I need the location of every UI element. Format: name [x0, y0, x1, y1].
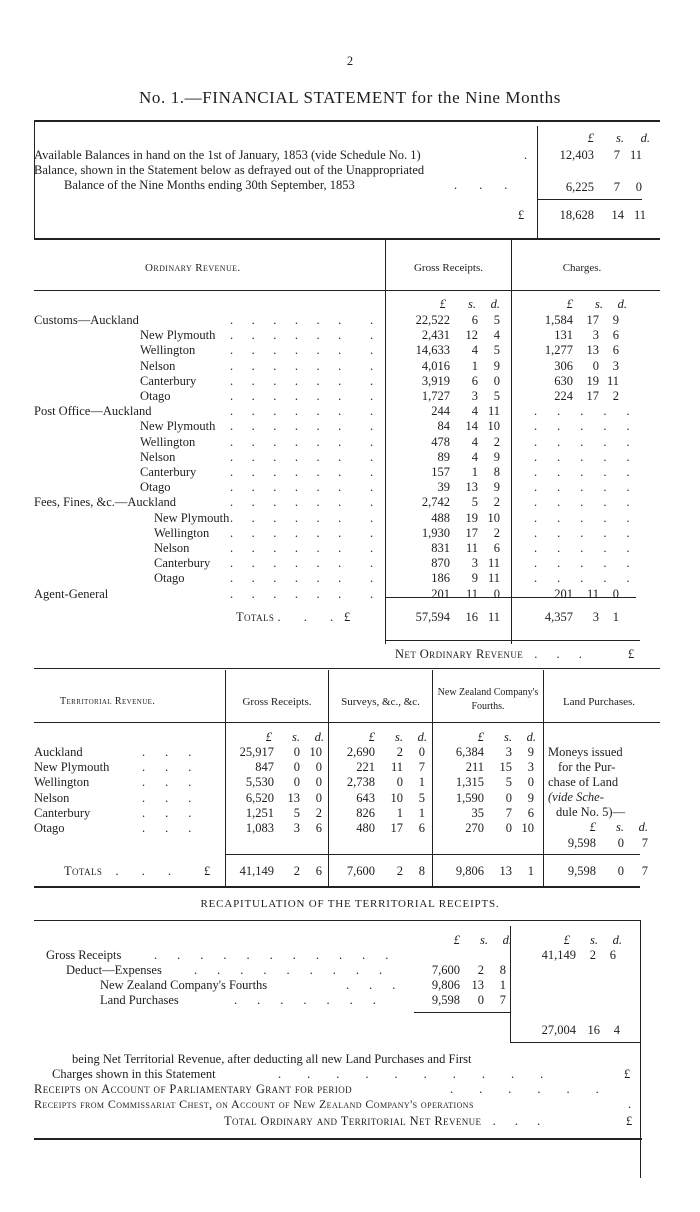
recap-subtotal-rule: [414, 1012, 510, 1013]
territorial-row-label: Nelson: [34, 790, 70, 805]
territorial-row-dots: ...: [142, 760, 212, 775]
terr-gross-value: 6,520 13 0: [245, 790, 322, 805]
ordinary-row-label: Canterbury: [140, 465, 197, 479]
gross-receipt-value: 478 4 2: [431, 434, 500, 449]
section-rule-3: [34, 886, 640, 888]
territorial-row-dots: ...: [142, 805, 212, 820]
recap-land-label: Land Purchases: [100, 993, 179, 1007]
terr-nzc-value: 6,384 3 9: [455, 745, 534, 759]
ordinary-row-label: Nelson: [140, 449, 176, 464]
ordinary-row-dot: .: [370, 571, 374, 586]
footer-line-5: Total Ordinary and Territorial Net Revenue . . .: [224, 1114, 549, 1128]
gross-receipt-value: 157 1 8: [431, 465, 500, 479]
territorial-row-label: Wellington: [34, 775, 90, 790]
recap-nzc-label: New Zealand Company's Fourths: [100, 978, 268, 992]
left-border-top: [34, 120, 35, 238]
gross-receipt-value: 4,016 1 9: [421, 358, 500, 373]
ordinary-row-dot: .: [370, 449, 374, 464]
ordinary-row-label: Agent-General: [34, 586, 109, 601]
ordinary-row-label: Fees, Fines, &c.—Auckland: [34, 495, 176, 510]
charge-value: 131 3 6: [554, 328, 619, 343]
territorial-row-label: Auckland: [34, 745, 83, 759]
charges-total: 4,357 3 1: [544, 610, 619, 624]
ordinary-row-dot: .: [370, 586, 374, 601]
section-rule-2: [34, 668, 660, 669]
footer-line-4: Receipts from Commissariat Chest, on Account of New Zealand Company's operations: [34, 1097, 474, 1111]
ordinary-revenue-header: Ordinary Revenue.: [145, 262, 241, 274]
gross-receipt-value: 831 11 6: [431, 541, 500, 555]
recap-divider-2: [510, 1016, 511, 1042]
surveys-header: Surveys, &c., &c.: [341, 696, 420, 708]
ordinary-row-dot: .: [370, 419, 374, 434]
charge-empty-dots: .....: [534, 404, 650, 419]
net-ordinary-symbol: £: [628, 647, 635, 661]
terr-totals-row: Totals . . .: [64, 864, 182, 878]
recap-deduct-label: Deduct—Expenses: [66, 963, 162, 977]
territorial-row-dots: ...: [142, 775, 212, 790]
charge-empty-dots: .....: [534, 480, 650, 495]
recap-land-value: 9,598 0 7: [431, 993, 506, 1007]
recap-currency-2: £ s. d.: [563, 933, 622, 947]
ordinary-row-label: Wellington: [140, 343, 196, 358]
charge-value: 201 11 0: [554, 586, 619, 601]
top-rule: [34, 120, 660, 122]
gross-receipt-value: 1,727 3 5: [421, 389, 500, 403]
charge-empty-dots: .....: [534, 510, 650, 525]
gross-receipt-value: 2,431 12 4: [421, 328, 500, 343]
footer-line-1: being Net Territorial Revenue, after deducting all new Land Purchases and First: [72, 1052, 472, 1066]
ordinary-row-dots: ......: [230, 480, 360, 495]
terr-gross-value: 1,083 3 6: [245, 821, 322, 835]
charge-empty-dots: .....: [534, 571, 650, 586]
ordinary-row-dots: ......: [230, 358, 360, 373]
dot-leader: ...: [454, 178, 530, 192]
ordinary-row-dot: .: [370, 495, 374, 510]
recap-divider: [510, 926, 511, 1016]
ordinary-row-dots: ......: [230, 541, 360, 555]
charge-empty-dots: .....: [534, 419, 650, 434]
ordinary-row-label: Nelson: [140, 358, 176, 373]
ordinary-row-dot: .: [370, 525, 374, 540]
recap-currency-1: £ s. d.: [453, 933, 512, 947]
gross-receipt-value: 870 3 11: [431, 556, 500, 571]
terr-surveys-value: 2,738 0 1: [346, 775, 425, 790]
recap-land-dots: .......: [234, 993, 396, 1007]
ordinary-row-dots: ......: [230, 404, 360, 419]
gross-total: 57,594 16 11: [415, 610, 500, 624]
page-number: 2: [346, 54, 354, 68]
territorial-header-rule: [34, 722, 660, 723]
territorial-row-label: Otago: [34, 821, 65, 835]
ordinary-row-dot: .: [370, 510, 374, 525]
terr-surveys-value: 2,690 2 0: [346, 745, 425, 759]
terr-surveys-total: 7,600 2 8: [346, 864, 425, 878]
nz-company-header: New Zealand Company's Fourths.: [437, 687, 539, 712]
gross-receipt-value: 186 9 11: [431, 571, 500, 586]
ordinary-row-label: Wellington: [154, 525, 210, 540]
recap-gross-label: Gross Receipts: [46, 948, 122, 962]
charge-empty-dots: .....: [534, 556, 650, 571]
terr-totals-rule: [226, 854, 640, 855]
gross-receipt-value: 84 14 10: [437, 419, 500, 434]
gross-currency-header: £ s. d.: [439, 297, 500, 311]
ordinary-row-dot: .: [370, 556, 374, 571]
footer-line-3-dots: ......: [450, 1082, 625, 1096]
gross-receipt-value: 1,930 17 2: [421, 525, 500, 540]
dot: .: [628, 1097, 632, 1111]
terr-nzc-value: 1,590 0 9: [455, 790, 534, 805]
gross-receipt-value: 244 4 11: [431, 404, 500, 419]
terr-gross-header: Gross Receipts.: [242, 696, 312, 708]
territorial-row-label: New Plymouth: [34, 760, 110, 775]
ordinary-row-dots: ......: [230, 343, 360, 358]
ordinary-row-label: Canterbury: [140, 373, 197, 388]
territorial-row-label: Canterbury: [34, 805, 91, 820]
ordinary-row-dots: ......: [230, 586, 360, 601]
charges-currency-header: £ s. d.: [566, 297, 627, 311]
currency-header: £ s. d.: [587, 131, 650, 145]
ordinary-row-label: Otago: [140, 389, 171, 403]
balance-subtotal-rule: [538, 199, 642, 200]
recap-gross-value: 41,149 2 6: [541, 948, 616, 962]
ordinary-row-dots: ......: [230, 465, 360, 479]
ordinary-row-dot: .: [370, 373, 374, 388]
net-ordinary-revenue-label: Net Ordinary Revenue . . .: [395, 647, 590, 661]
ordinary-row-label: Wellington: [140, 434, 196, 449]
terr-nzc-value: 35 7 6: [471, 805, 534, 820]
recap-net-rule: [510, 1042, 640, 1043]
ordinary-row-label: Otago: [154, 571, 185, 586]
balance-line-1: Available Balances in hand on the 1st of January, 1853 (vide Schedule No. 1): [34, 148, 421, 162]
land-currency: £ s. d.: [589, 820, 648, 834]
recap-expenses-value: 7,600 2 8: [431, 963, 506, 977]
gross-receipt-value: 22,522 6 5: [415, 313, 500, 327]
amount-column-divider: [537, 126, 538, 238]
ordinary-totals-rule: [386, 597, 636, 598]
balance-value-3: 6,225 7 0: [565, 180, 642, 194]
footer-line-5-symbol: £: [626, 1114, 633, 1128]
ordinary-row-dots: ......: [230, 495, 360, 510]
ordinary-row-dots: ......: [230, 373, 360, 388]
gross-receipt-value: 3,919 6 0: [421, 373, 500, 388]
balance-total-symbol: £: [518, 208, 525, 222]
terr-totals-symbol: £: [204, 864, 211, 878]
ordinary-row-dots: ......: [230, 389, 360, 403]
ordinary-row-dot: .: [370, 328, 374, 343]
ordinary-row-dot: .: [370, 389, 374, 403]
ordinary-row-label: Post Office—Auckland: [34, 404, 152, 419]
surveys-currency: £ s. d.: [368, 730, 427, 744]
net-ordinary-rule: [386, 640, 640, 641]
section-rule-1: [34, 238, 660, 240]
land-value: 9,598 0 7: [567, 836, 648, 850]
terr-gross-value: 847 0 0: [255, 760, 322, 775]
ordinary-row-dots: ......: [230, 328, 360, 343]
charge-value: 1,584 17 9: [544, 313, 619, 327]
terr-surveys-value: 221 11 7: [356, 760, 425, 775]
footer-line-2-symbol: £: [624, 1067, 631, 1081]
ordinary-row-dots: ......: [230, 434, 360, 449]
ordinary-row-label: Nelson: [154, 541, 190, 555]
terr-gross-total: 41,149 2 6: [239, 864, 322, 878]
page-title: [0, 88, 700, 108]
charges-header: Charges.: [562, 262, 602, 274]
terr-gross-value: 25,917 0 10: [239, 745, 322, 759]
recap-net-value: 27,004 16 4: [541, 1023, 620, 1037]
totals-label: Totals: [236, 610, 275, 624]
charge-empty-dots: .....: [534, 465, 650, 479]
recap-nzc-value: 9,806 13 1: [431, 978, 506, 992]
terr-gross-value: 1,251 5 2: [245, 805, 322, 820]
ordinary-row-dot: .: [370, 358, 374, 373]
ordinary-row-dots: ......: [230, 525, 360, 540]
dot: .: [524, 148, 528, 162]
terr-gross-value: 5,530 0 0: [245, 775, 322, 790]
ordinary-row-dot: .: [370, 434, 374, 449]
gross-receipt-value: 201 11 0: [431, 586, 500, 601]
territorial-revenue-header: Territorial Revenue.: [60, 696, 156, 707]
charge-empty-dots: .....: [534, 434, 650, 449]
ordinary-row-dot: .: [370, 313, 374, 327]
gross-receipt-value: 39 13 9: [437, 480, 500, 495]
charge-value: 306 0 3: [554, 358, 619, 373]
recap-gross-dots: ...........: [154, 948, 409, 962]
balance-value-1: 12,403 7 11: [559, 148, 642, 162]
balance-line-2: Balance, shown in the Statement below as defrayed out of the Unappropriated: [34, 163, 425, 177]
recap-rule: [34, 920, 640, 921]
ordinary-row-dot: .: [370, 480, 374, 495]
charge-empty-dots: .....: [534, 495, 650, 510]
territorial-row-dots: ...: [142, 745, 212, 759]
ordinary-row-dot: .: [370, 404, 374, 419]
terr-nzc-value: 211 15 3: [465, 760, 534, 775]
recap-nzc-dots: ...: [346, 978, 416, 992]
gross-receipt-value: 89 4 9: [437, 449, 500, 464]
ordinary-row-dots: ......: [230, 419, 360, 434]
ordinary-row-dots: ......: [230, 510, 360, 525]
balance-total: 18,628 14 11: [559, 208, 646, 222]
title-prefix: No. 1.: [139, 88, 185, 107]
ordinary-row-dots: ......: [230, 313, 360, 327]
terr-nzc-total: 9,806 13 1: [455, 864, 534, 878]
recap-title: RECAPITULATION OF THE TERRITORIAL RECEIPTS.: [200, 898, 500, 910]
ordinary-row-label: New Plymouth: [154, 510, 230, 525]
terr-surveys-value: 643 10 5: [356, 790, 425, 805]
footer-line-2: Charges shown in this Statement: [52, 1067, 216, 1081]
bottom-rule: [34, 1138, 642, 1140]
terr-surveys-value: 826 1 1: [356, 805, 425, 820]
footer-line-2-dots: ..........: [278, 1067, 570, 1081]
ordinary-row-label: Customs—Auckland: [34, 313, 139, 327]
charge-value: 630 19 11: [554, 373, 619, 388]
recap-deduct-dots: .........: [194, 963, 403, 977]
charge-empty-dots: .....: [534, 449, 650, 464]
gross-receipts-header: Gross Receipts.: [413, 262, 484, 274]
ordinary-divider-2: [511, 240, 512, 644]
territorial-row-dots: ...: [142, 790, 212, 805]
charge-value: 224 17 2: [554, 389, 619, 403]
charge-empty-dots: .....: [534, 541, 650, 555]
land-purchases-note: Moneys issued for the Pur- chase of Land (vide Sche- dule No. 5)—: [548, 745, 626, 819]
territorial-row-dots: ...: [142, 821, 212, 835]
gross-receipt-value: 488 19 10: [431, 510, 500, 525]
balance-line-3: Balance of the Nine Months ending 30th September, 1853: [64, 178, 355, 192]
footer-line-3: Receipts on Account of Parliamentary Grant for period: [34, 1082, 353, 1096]
ordinary-row-dots: ......: [230, 571, 360, 586]
terr-totals-label: Totals: [64, 864, 103, 878]
ordinary-header-rule: [34, 290, 660, 291]
ordinary-row-dot: .: [370, 465, 374, 479]
gross-receipt-value: 2,742 5 2: [421, 495, 500, 510]
title-main: —FINANCIAL STATEMENT for the Nine Months: [184, 88, 561, 107]
ordinary-totals-row: Totals . . .: [236, 610, 344, 624]
terr-land-total: 9,598 0 7: [567, 864, 648, 878]
ordinary-totals-symbol: £: [344, 610, 351, 624]
ordinary-row-label: New Plymouth: [140, 419, 216, 434]
ordinary-row-label: Canterbury: [154, 556, 211, 571]
ordinary-row-label: New Plymouth: [140, 328, 216, 343]
terr-nzc-value: 270 0 10: [465, 821, 534, 835]
terr-surveys-value: 480 17 6: [356, 821, 425, 835]
nzc-currency: £ s. d.: [477, 730, 536, 744]
land-purchases-header: Land Purchases.: [562, 696, 636, 708]
ordinary-row-dot: .: [370, 541, 374, 555]
ordinary-row-label: Otago: [140, 480, 171, 495]
ordinary-divider-1: [385, 240, 386, 644]
charge-empty-dots: .....: [534, 525, 650, 540]
ordinary-row-dots: ......: [230, 556, 360, 571]
terr-gross-currency: £ s. d.: [265, 730, 324, 744]
ordinary-row-dot: .: [370, 343, 374, 358]
terr-nzc-value: 1,315 5 0: [455, 775, 534, 790]
ordinary-row-dots: ......: [230, 449, 360, 464]
gross-receipt-value: 14,633 4 5: [415, 343, 500, 358]
charge-value: 1,277 13 6: [544, 343, 619, 358]
